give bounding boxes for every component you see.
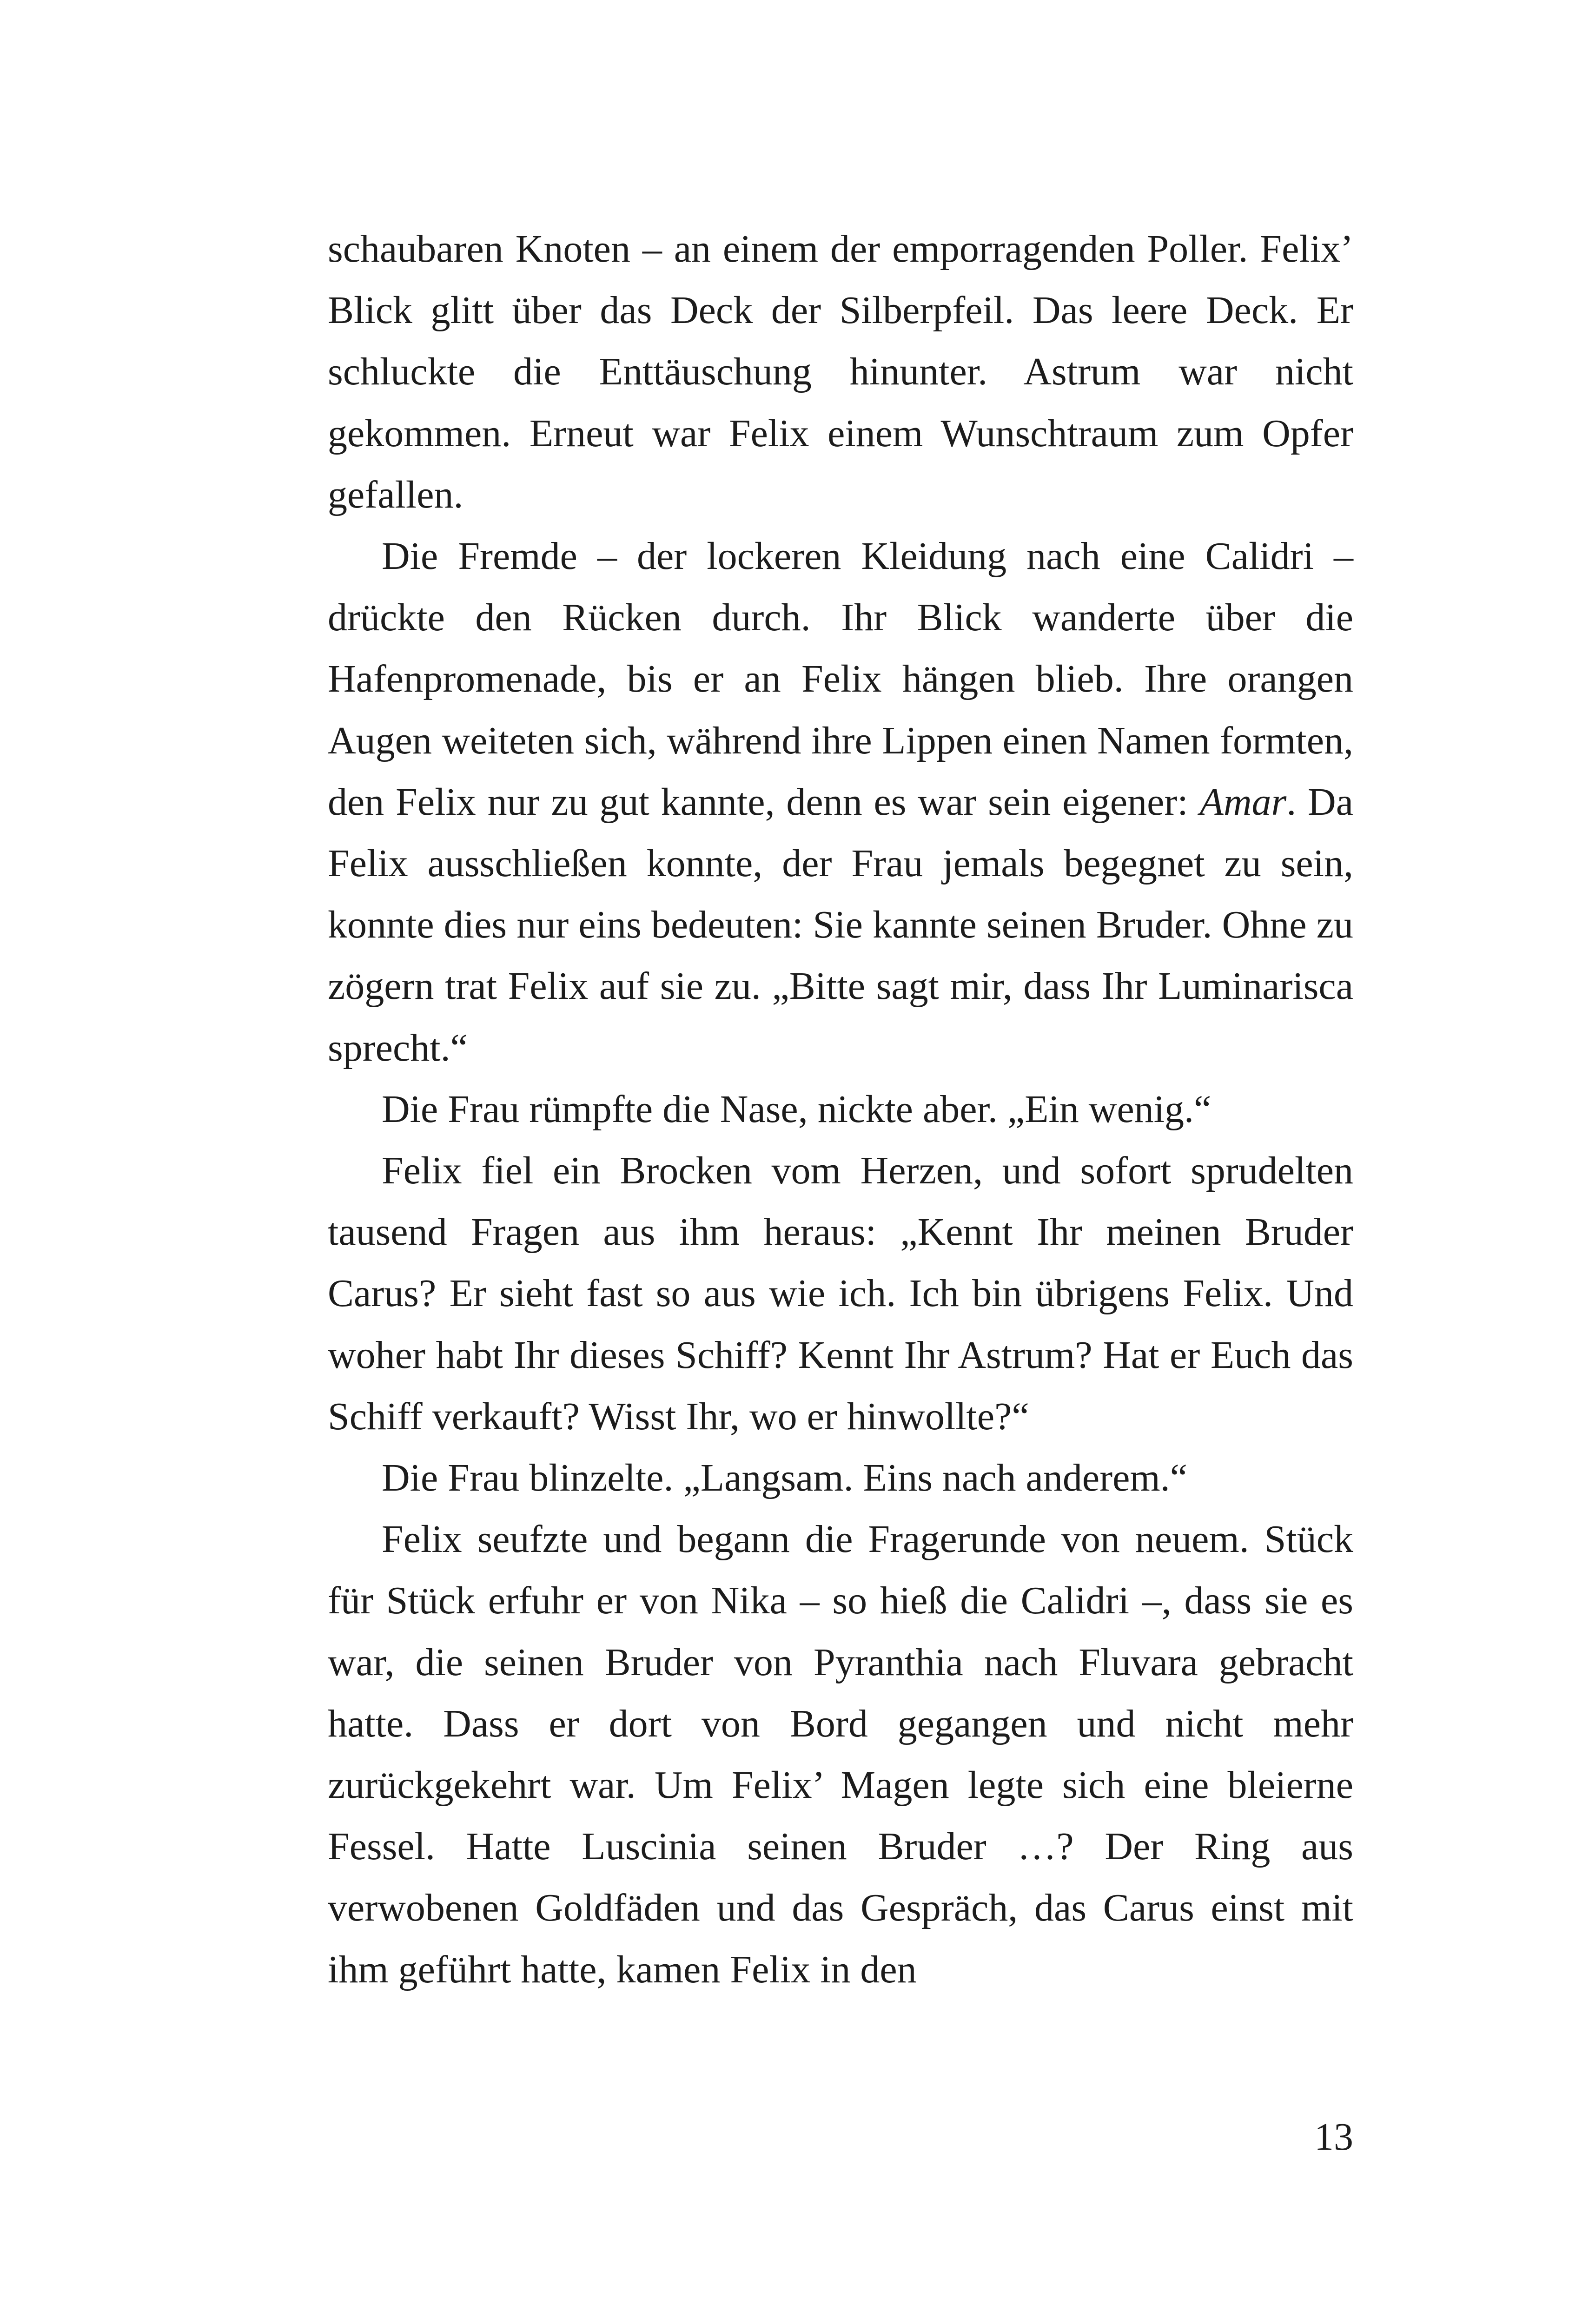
- paragraph-6: Felix seufzte und begann die Fragerunde von neuem. Stück für Stück erfuhr er von Nika – so hieß die Calidri –, dass sie es war, die seinen Bruder von Pyranthia nach Fluvara gebracht hatte. Dass er dort von Bord gegangen und nicht mehr zurückgekehrt war. Um Felix’ Magen legte sich eine bleierne Fessel. Hatte Luscinia seinen Bruder …? Der Ring aus verwobenen Goldfäden und das Gespräch, das Carus einst mit ihm geführt hatte, kamen Felix in den: [328, 1518, 1353, 1991]
- paragraph-2-italic-name: Amar: [1199, 780, 1287, 824]
- paragraph-1: schaubaren Knoten – an einem der emporragenden Poller. Felix’ Blick glitt über das Deck der Silberpfeil. Das leere Deck. Er schluckte die Enttäuschung hinunter. Astrum war nicht gekommen. Erneut war Felix einem Wunschtraum zum Opfer gefallen.: [328, 227, 1353, 516]
- paragraph-4: Felix fiel ein Brocken vom Herzen, und sofort sprudelten tausend Fragen aus ihm heraus: „Kennt Ihr meinen Bruder Carus? Er sieht fast so aus wie ich. Ich bin übrigens Felix. Und woher habt Ihr dieses Schiff? Kennt Ihr Astrum? Hat er Euch das Schiff verkauft? Wisst Ihr, wo er hinwollte?“: [328, 1149, 1353, 1438]
- body-text: [328, 218, 1353, 2000]
- paragraph-5: Die Frau blinzelte. „Langsam. Eins nach anderem.“: [382, 1456, 1187, 1500]
- paragraph-2-part-1: Die Fremde – der lockeren Kleidung nach eine Calidri – drückte den Rücken durch. Ihr Blick wanderte über die Hafenpromenade, bis er an Felix hängen blieb. Ihre orangen Augen weiteten sich, während ihre Lippen einen Namen formten, den Felix nur zu gut kannte, denn es war sein eigener:: [328, 535, 1353, 824]
- paragraph-2: [328, 526, 1353, 1079]
- paragraph-3: Die Frau rümpfte die Nase, nickte aber. „Ein wenig.“: [382, 1087, 1212, 1131]
- paragraph-2-part-2: . Da Felix ausschließen konnte, der Frau jemals begegnet zu sein, konnte dies nur eins bedeuten: Sie kannte seinen Bruder. Ohne zu zögern trat Felix auf sie zu. „Bitte sagt mir, dass Ihr Luminarisca sprecht.“: [328, 780, 1353, 1070]
- page-number: 13: [1314, 2115, 1353, 2159]
